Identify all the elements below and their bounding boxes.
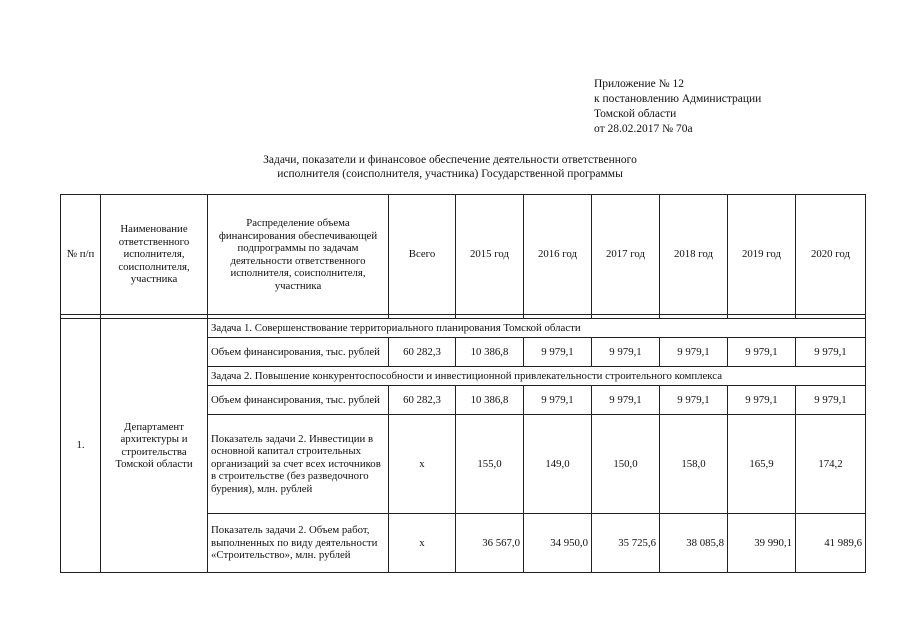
task1-2019: 9 979,1 <box>728 338 796 367</box>
indicator2-2020: 41 989,6 <box>796 514 866 573</box>
appendix-line-3: Томской области <box>594 108 677 120</box>
document-title-line-1: Задачи, показатели и финансовое обеспечение деятельности ответственного <box>263 154 637 166</box>
task1-2017: 9 979,1 <box>592 338 660 367</box>
header-num: № п/п <box>61 195 101 315</box>
indicator2-2018: 38 085,8 <box>660 514 728 573</box>
header-2019: 2019 год <box>728 195 796 315</box>
document-title <box>160 153 740 181</box>
header-2018: 2018 год <box>660 195 728 315</box>
header-executor: Наименование ответственного исполнителя, соисполнителя, участника <box>101 195 208 315</box>
header-2016: 2016 год <box>524 195 592 315</box>
indicator2-2015: 36 567,0 <box>456 514 524 573</box>
header-distribution: Распределение объема финансирования обеспечивающей подпрограммы по задачам деятельности ответственного исполнителя, соисполнителя, участника <box>208 195 389 315</box>
document-title-line-2: исполнителя (соисполнителя, участника) Государственной программы <box>277 168 623 180</box>
indicator1-2016: 149,0 <box>524 415 592 514</box>
task1-2016: 9 979,1 <box>524 338 592 367</box>
appendix-line-2: к постановлению Администрации <box>594 93 762 105</box>
appendix-block <box>594 77 761 137</box>
task1-title-row <box>61 319 866 338</box>
task1-title: Задача 1. Совершенствование территориального планирования Томской области <box>208 319 866 338</box>
task1-2015: 10 386,8 <box>456 338 524 367</box>
indicator1-2019: 165,9 <box>728 415 796 514</box>
indicator2-2016: 34 950,0 <box>524 514 592 573</box>
task1-financing-label: Объем финансирования, тыс. рублей <box>208 338 389 367</box>
indicator2-2017: 35 725,6 <box>592 514 660 573</box>
indicator1-total: х <box>389 415 456 514</box>
indicator2-total: х <box>389 514 456 573</box>
task2-financing-label: Объем финансирования, тыс. рублей <box>208 386 389 415</box>
task1-2020: 9 979,1 <box>796 338 866 367</box>
header-total: Всего <box>389 195 456 315</box>
header-2020: 2020 год <box>796 195 866 315</box>
task2-2017: 9 979,1 <box>592 386 660 415</box>
indicator1-label: Показатель задачи 2. Инвестиции в основной капитал строительных организаций за счет всех источников в строительстве (без разведочного бурения), млн. рублей <box>208 415 389 514</box>
task2-total: 60 282,3 <box>389 386 456 415</box>
task2-2019: 9 979,1 <box>728 386 796 415</box>
row-number: 1. <box>61 319 101 573</box>
indicator1-2020: 174,2 <box>796 415 866 514</box>
task2-title: Задача 2. Повышение конкурентоспособности и инвестиционной привлекательности строительного комплекса <box>208 367 866 386</box>
indicator1-2017: 150,0 <box>592 415 660 514</box>
executor-name: Департамент архитектуры и строительства Томской области <box>101 319 208 573</box>
indicator2-2019: 39 990,1 <box>728 514 796 573</box>
task2-2020: 9 979,1 <box>796 386 866 415</box>
indicator2-label: Показатель задачи 2. Объем работ, выполненных по виду деятельности «Строительство», млн. рублей <box>208 514 389 573</box>
task2-2016: 9 979,1 <box>524 386 592 415</box>
header-2015: 2015 год <box>456 195 524 315</box>
indicator1-2015: 155,0 <box>456 415 524 514</box>
table-header-row <box>61 195 866 315</box>
appendix-line-1: Приложение № 12 <box>594 78 684 90</box>
task2-2018: 9 979,1 <box>660 386 728 415</box>
task2-2015: 10 386,8 <box>456 386 524 415</box>
financing-table <box>60 194 866 573</box>
appendix-line-4: от 28.02.2017 № 70а <box>594 123 693 135</box>
task1-total: 60 282,3 <box>389 338 456 367</box>
header-2017: 2017 год <box>592 195 660 315</box>
task1-2018: 9 979,1 <box>660 338 728 367</box>
indicator1-2018: 158,0 <box>660 415 728 514</box>
